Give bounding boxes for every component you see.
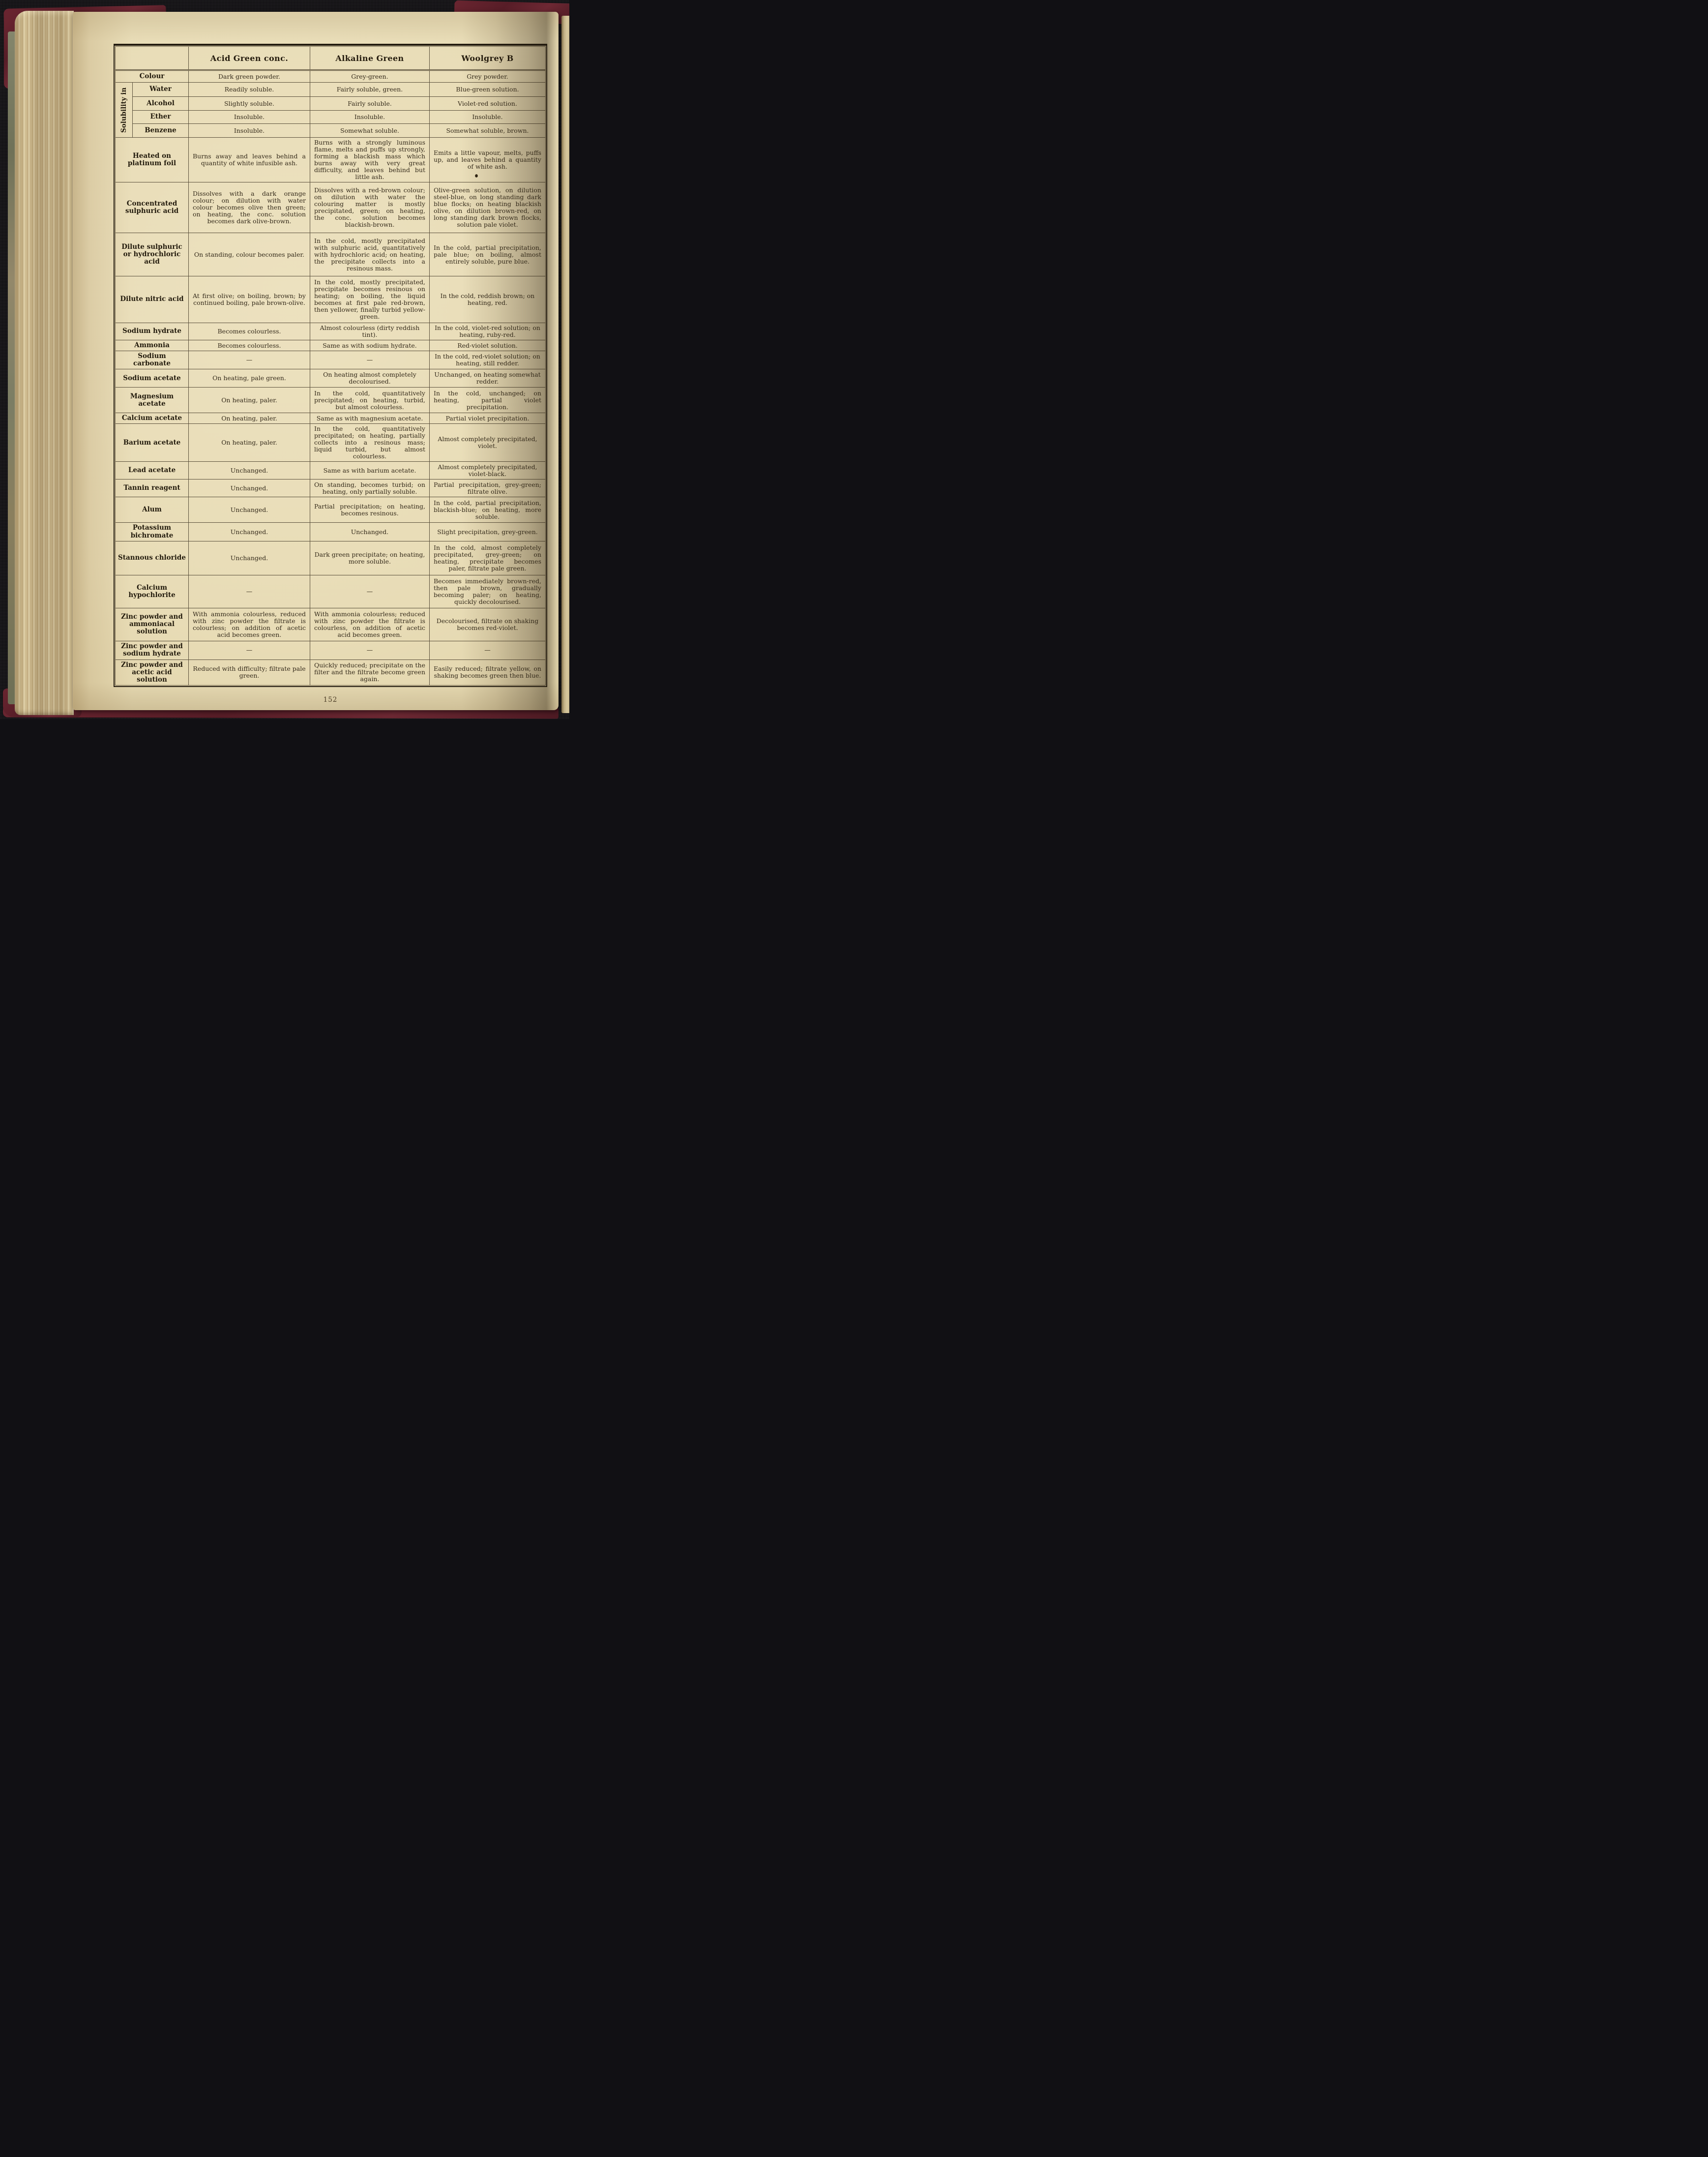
table-row-lead-acetate: [116, 461, 545, 479]
row-label: Zinc powder and acetic acid solution: [121, 660, 183, 684]
table-cell: Same as with sodium hydrate.: [310, 340, 429, 351]
table-cell: Violet-red solution.: [429, 97, 545, 110]
table-cell: In the cold, almost completely precipitated, grey-green; on heating, precipitate becomes paler, filtrate pale green.: [429, 541, 545, 575]
table-row-zinc-powder-ammoniacal-solution: [116, 608, 545, 641]
page-content: [114, 44, 547, 704]
table-row-ammonia: [116, 340, 545, 351]
table-row-alum: [116, 497, 545, 522]
row-label: Potassium bichromate: [130, 524, 174, 539]
table-cell: Almost completely precipitated, violet.: [429, 424, 545, 461]
table-cell: Insoluble.: [429, 111, 545, 123]
table-cell: Same as with barium acetate.: [310, 462, 429, 479]
solubility-group-label: Solubility in: [116, 83, 133, 137]
table-cell: Almost colourless (dirty reddish tint).: [310, 323, 429, 340]
table-cell: Becomes immediately brown-red, then pale brown, gradually becoming paler; on heating, quickly decolourised.: [429, 575, 545, 608]
table-cell: Unchanged, on heating somewhat redder.: [429, 369, 545, 387]
row-label: Stannous chloride: [118, 554, 186, 562]
table-cell: On heating, paler.: [188, 413, 310, 423]
column-header-alkaline-green: Alkaline Green: [310, 47, 429, 69]
table-cell: In the cold, red-violet solution; on heating, still redder.: [429, 351, 545, 369]
table-cell: With ammonia colourless; reduced with zinc powder the filtrate is colourless, on addition of acetic acid becomes green.: [310, 608, 429, 641]
table-cell: Slight precipitation, grey-green.: [429, 523, 545, 540]
table-cell: On heating, paler.: [188, 424, 310, 461]
table-row-benzene: [133, 123, 545, 137]
table-header-row: [116, 47, 545, 71]
table-cell: Somewhat soluble, brown.: [429, 124, 545, 137]
row-label: Heated on platinum foil: [127, 151, 177, 167]
row-label: Ether: [150, 113, 171, 121]
solubility-group: [116, 82, 545, 137]
table-row-magnesium-acetate: [116, 387, 545, 413]
row-label: Tannin reagent: [123, 484, 180, 492]
facing-page-sliver: [561, 16, 569, 713]
row-label: Calcium hypochlorite: [128, 583, 176, 599]
table-cell: Insoluble.: [188, 111, 310, 123]
table-cell: In the cold, reddish brown; on heating, red.: [429, 276, 545, 323]
row-label: Alcohol: [147, 99, 175, 107]
column-header-woolgrey-b: Woolgrey B: [429, 47, 545, 69]
table-row-ether: [133, 110, 545, 123]
row-label: Zinc powder and sodium hydrate: [121, 642, 183, 658]
table-cell: On heating, pale green.: [188, 369, 310, 387]
page-number: 152: [323, 695, 338, 704]
table-cell: In the cold, violet-red solution; on heating, ruby-red.: [429, 323, 545, 340]
table-row-potassium-bichromate: [116, 522, 545, 540]
row-label: Magnesium acetate: [130, 392, 174, 408]
table-cell: Dark green powder.: [188, 71, 310, 82]
table-cell: Red-violet solution.: [429, 340, 545, 351]
table-row-water: [133, 83, 545, 96]
book-page: [73, 12, 559, 710]
table-cell: Same as with magnesium acetate.: [310, 413, 429, 423]
table-outer-frame: [114, 44, 547, 687]
table-cell: —: [310, 351, 429, 369]
table-cell: —: [310, 641, 429, 659]
table-cell: —: [188, 641, 310, 659]
table-cell: In the cold, quantitatively precipitated; on heating, partially collects into a resinous mass; liquid turbid, but almost colourless.: [310, 424, 429, 461]
table-row-calcium-hypochlorite: [116, 575, 545, 608]
table-cell: Emits a little vapour, melts, puffs up, and leaves behind a quantity of white ash.: [429, 138, 545, 182]
table-cell: Unchanged.: [188, 479, 310, 497]
table-cell: Partial precipitation, grey-green; filtrate olive.: [429, 479, 545, 497]
table-cell: Somewhat soluble.: [310, 124, 429, 137]
table-cell: On heating, paler.: [188, 388, 310, 413]
table-cell: Grey powder.: [429, 71, 545, 82]
table-row-dilute-sulphuric-or-hydrochloric-acid: [116, 233, 545, 276]
table-cell: Partial precipitation; on heating, becomes resinous.: [310, 497, 429, 522]
table-cell: Unchanged.: [188, 462, 310, 479]
table-cell: At first olive; on boiling, brown; by continued boiling, pale brown-olive.: [188, 276, 310, 323]
table-cell: Grey-green.: [310, 71, 429, 82]
table-cell: Dark green precipitate; on heating, more soluble.: [310, 541, 429, 575]
row-label: Calcium acetate: [121, 414, 182, 422]
table-row-zinc-powder-acetic-acid-solution: [116, 659, 545, 685]
table-cell: On heating almost completely decolourised.: [310, 369, 429, 387]
table-cell: On standing, becomes turbid; on heating, only partially soluble.: [310, 479, 429, 497]
table-cell: Unchanged.: [310, 523, 429, 540]
table-row-calcium-acetate: [116, 413, 545, 423]
row-label: Sodium hydrate: [122, 327, 181, 335]
column-header-acid-green: Acid Green conc.: [188, 47, 310, 69]
table-row-heated-on-platinum-foil: [116, 137, 545, 182]
page-stack-fore-edge: [15, 11, 74, 715]
table-cell: Dissolves with a red-brown colour; on dilution with water the colouring matter is mostly precipitated, green; on heating, the conc. solution becomes blackish-brown.: [310, 182, 429, 233]
table-row-zinc-powder-sodium-hydrate: [116, 641, 545, 659]
table-row-sodium-hydrate: [116, 323, 545, 340]
row-label: Lead acetate: [128, 466, 176, 475]
table-cell: On standing, colour becomes paler.: [188, 233, 310, 276]
table-row-alcohol: [133, 96, 545, 110]
table-cell: In the cold, partial precipitation, blackish-blue; on heating, more soluble.: [429, 497, 545, 522]
row-label: Concentrated sulphuric acid: [125, 199, 179, 215]
table-cell: Blue-green solution.: [429, 83, 545, 96]
row-label: Colour: [139, 72, 165, 80]
table-row-stannous-chloride: [116, 541, 545, 575]
table-row-dilute-nitric-acid: [116, 276, 545, 323]
table-cell: Burns away and leaves behind a quantity of white infusible ash.: [188, 138, 310, 182]
row-label: Ammonia: [134, 341, 170, 349]
table-cell: Readily soluble.: [188, 83, 310, 96]
table-cell: Insoluble.: [310, 111, 429, 123]
table-cell: —: [310, 575, 429, 608]
table-cell: Insoluble.: [188, 124, 310, 137]
table-cell: Dissolves with a dark orange colour; on dilution with water colour becomes olive then green; on heating, the conc. solution becomes dark olive-brown.: [188, 182, 310, 233]
table-cell: Quickly reduced; precipitate on the filter and the filtrate become green again.: [310, 660, 429, 685]
table-cell: Unchanged.: [188, 523, 310, 540]
solubility-rows: [133, 83, 545, 137]
table-row-tannin-reagent: [116, 479, 545, 497]
scanned-book-photo: [0, 0, 569, 719]
table-row-colour: [116, 71, 545, 82]
row-label: Benzene: [145, 126, 177, 134]
row-label: Sodium carbonate: [133, 352, 171, 368]
table-cell: Unchanged.: [188, 497, 310, 522]
table-cell: Decolourised, filtrate on shaking becomes red-violet.: [429, 608, 545, 641]
row-label: Alum: [142, 506, 162, 514]
table-cell: Easily reduced; filtrate yellow, on shaking becomes green then blue.: [429, 660, 545, 685]
row-label: Sodium acetate: [123, 374, 181, 382]
table-cell: Almost completely precipitated, violet-black.: [429, 462, 545, 479]
table-cell: Reduced with difficulty; filtrate pale green.: [188, 660, 310, 685]
table-cell: In the cold, mostly precipitated with sulphuric acid, quantitatively with hydrochloric acid; on heating, the precipitate collects into a resinous mass.: [310, 233, 429, 276]
row-label: Barium acetate: [123, 438, 181, 447]
table-cell: Burns with a strongly luminous flame, melts and puffs up strongly, forming a blackish mass which burns away with very great difficulty, and leaves behind but little ash.: [310, 138, 429, 182]
table-cell: —: [188, 575, 310, 608]
table-cell: In the cold, unchanged; on heating, partial violet precipitation.: [429, 388, 545, 413]
table-cell: Becomes colourless.: [188, 323, 310, 340]
table-cell: Unchanged.: [188, 541, 310, 575]
table-cell: Fairly soluble.: [310, 97, 429, 110]
table-cell: Olive-green solution, on dilution steel-blue, on long standing dark blue flocks; on heating blackish olive, on dilution brown-red, on long standing dark brown flocks, solution pale violet.: [429, 182, 545, 233]
row-label: Dilute nitric acid: [120, 295, 184, 303]
table-cell: —: [429, 641, 545, 659]
table-row-concentrated-sulphuric-acid: [116, 182, 545, 233]
table-row-sodium-acetate: [116, 369, 545, 387]
row-label: Dilute sulphuric or hydrochloric acid: [121, 242, 182, 266]
table-cell: In the cold, mostly precipitated, precipitate becomes resinous on heating; on boiling, the liquid becomes at first pale red-brown, then yellower, finally turbid yellow-green.: [310, 276, 429, 323]
table-cell: Fairly soluble, green.: [310, 83, 429, 96]
row-label: Zinc powder and ammoniacal solution: [121, 612, 183, 636]
table-cell: With ammonia colourless, reduced with zinc powder the filtrate is colourless; on addition of acetic acid becomes green.: [188, 608, 310, 641]
table-row-sodium-carbonate: [116, 351, 545, 369]
table-cell: Becomes colourless.: [188, 340, 310, 351]
properties-table: [115, 46, 546, 686]
row-label: Water: [149, 85, 172, 93]
table-cell: Slightly soluble.: [188, 97, 310, 110]
corner-cell: [116, 47, 188, 69]
table-cell: Partial violet precipitation.: [429, 413, 545, 423]
table-cell: —: [188, 351, 310, 369]
table-cell: In the cold, partial precipitation, pale blue; on boiling, almost entirely soluble, pure blue.: [429, 233, 545, 276]
table-cell: In the cold, quantitatively precipitated; on heating, turbid, but almost colourless.: [310, 388, 429, 413]
table-row-barium-acetate: [116, 423, 545, 461]
